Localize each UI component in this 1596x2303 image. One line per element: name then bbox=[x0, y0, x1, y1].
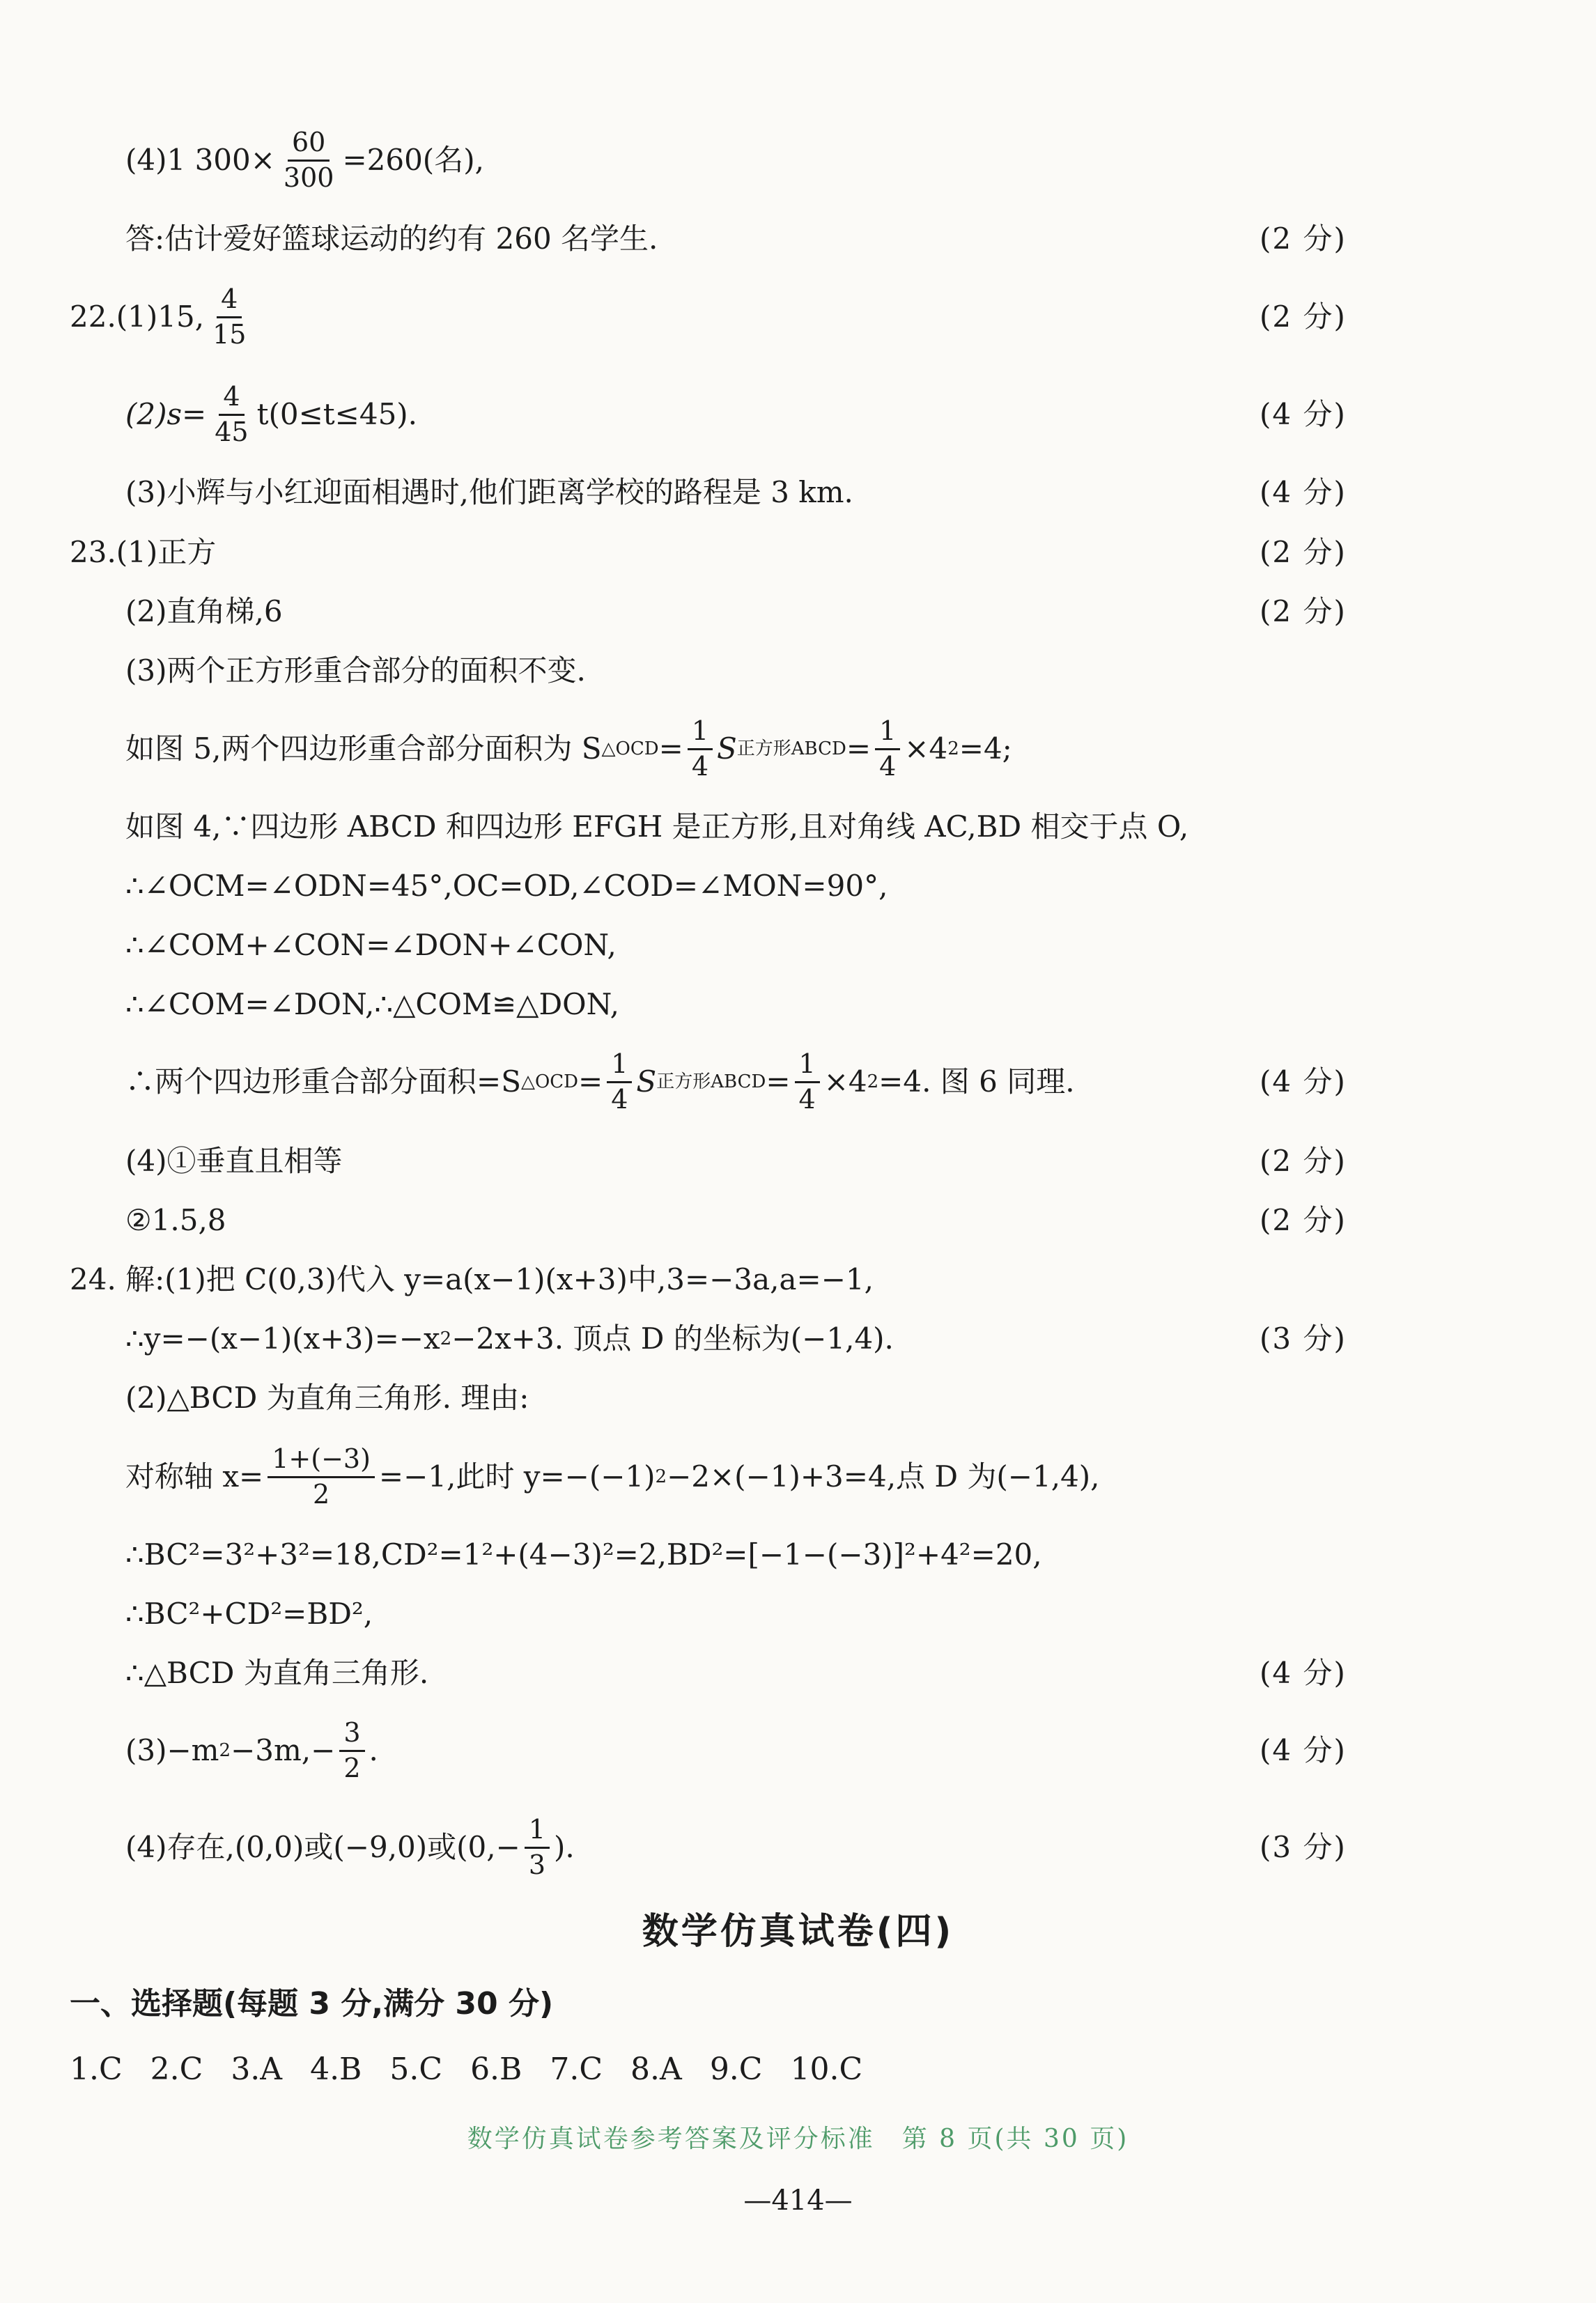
fraction-numerator: 1 bbox=[795, 1050, 820, 1083]
proof-text: ∴BC²+CD²=BD², bbox=[125, 1597, 373, 1631]
expr-text: −2x+3. 顶点 D 的坐标为(−1,4). bbox=[451, 1321, 894, 1356]
score-label: (3 分) bbox=[1260, 1830, 1347, 1864]
choice-answer: 2.C bbox=[150, 2052, 203, 2087]
line-answer-basketball bbox=[0, 208, 1596, 270]
expr-text: =−1,此时 y=−(−1) bbox=[378, 1459, 656, 1494]
line-question-22-2 bbox=[0, 380, 1596, 447]
fraction-denominator: 4 bbox=[611, 1083, 628, 1115]
fraction-denominator: 45 bbox=[215, 416, 249, 447]
score-label: (2 分) bbox=[1260, 300, 1347, 334]
fraction-numerator: 1 bbox=[688, 717, 713, 750]
fraction-denominator: 4 bbox=[691, 750, 708, 782]
proof-text: ∴∠OCM=∠ODN=45°,OC=OD,∠COD=∠MON=90°, bbox=[125, 869, 888, 903]
choice-answer: 8.A bbox=[630, 2052, 682, 2087]
choice-answers bbox=[70, 2052, 862, 2087]
score-label: (4 分) bbox=[1260, 1733, 1347, 1767]
line-question-23-2 bbox=[0, 580, 1596, 643]
score-label: (2 分) bbox=[1260, 222, 1347, 256]
fraction-numerator: 3 bbox=[339, 1719, 364, 1752]
line-figure-4-premise bbox=[0, 796, 1596, 858]
line-right-triangle-conclusion bbox=[0, 1642, 1596, 1705]
line-question-24-2 bbox=[0, 1367, 1596, 1429]
expr-text: =4. 图 6 同理. bbox=[878, 1064, 1075, 1099]
score-label: (4 分) bbox=[1260, 397, 1347, 431]
expr-text: . bbox=[369, 1733, 378, 1767]
choice-answer: 9.C bbox=[709, 2052, 763, 2087]
answer-text: (4)①垂直且相等 bbox=[125, 1144, 343, 1178]
expr-text: ×4 bbox=[823, 1064, 867, 1099]
fraction-denominator: 4 bbox=[879, 750, 897, 782]
fraction-numerator: 4 bbox=[219, 382, 244, 416]
fraction-numerator: 1 bbox=[525, 1815, 550, 1849]
score-label: (4 分) bbox=[1260, 475, 1347, 509]
line-pythagoras bbox=[0, 1583, 1596, 1645]
answer-text: (2)直角梯,6 bbox=[125, 594, 283, 628]
answer-text: ②1.5,8 bbox=[125, 1203, 226, 1237]
expr-text: (3)−m bbox=[125, 1733, 219, 1767]
expr-text: ). bbox=[554, 1830, 575, 1864]
score-label: (4 分) bbox=[1260, 1064, 1347, 1099]
proof-text: 如图 4,∵四边形 ABCD 和四边形 EFGH 是正方形,且对角线 AC,BD 相交于点 O, bbox=[125, 809, 1189, 844]
answer-text: (3)小辉与小红迎面相遇时,他们距离学校的路程是 3 km. bbox=[125, 475, 853, 509]
expr-text: = bbox=[578, 1064, 603, 1099]
line-symmetry-axis: 对称轴 x= $\frac{1+(-3)}{2}$ =−1,此时 y=−(−1) 2 −2×(−1)+3=4,点 D 为(−1,4), bbox=[125, 1443, 1100, 1510]
line-proof-conclusion: ∴两个四边形重合部分面积=S △OCD = $\frac{1}{4}$ S 正方形ABCD = $\frac{1}{4}$ ×4 2 =4. 图 6 同理. (4 分) bbox=[125, 1048, 1347, 1115]
fraction bbox=[525, 1815, 550, 1880]
section-heading: 一、选择题(每题 3 分,满分 30 分) bbox=[70, 1986, 554, 2022]
fraction bbox=[210, 382, 252, 447]
fraction-numerator: 4 bbox=[217, 285, 242, 318]
expr-text: =4; bbox=[959, 731, 1012, 766]
score-label: (2 分) bbox=[1260, 535, 1347, 569]
expr-text: (4)存在,(0,0)或(−9,0)或(0,− bbox=[125, 1830, 520, 1864]
line-question-24-1 bbox=[0, 1248, 1596, 1311]
proof-text: ∴∠COM=∠DON,∴△COM≌△DON, bbox=[125, 987, 619, 1021]
expr-text: ∴y=−(x−1)(x+3)=−x bbox=[125, 1321, 440, 1356]
score-label: (3 分) bbox=[1260, 1321, 1347, 1356]
line-question-22-3 bbox=[0, 461, 1596, 524]
choice-answer: 10.C bbox=[790, 2052, 863, 2087]
line-question-23-4-2 bbox=[0, 1189, 1596, 1252]
score-label: (2 分) bbox=[1260, 1144, 1347, 1178]
line-question-23-1 bbox=[0, 521, 1596, 584]
expr-text: −2×(−1)+3=4,点 D 为(−1,4), bbox=[667, 1459, 1100, 1494]
fraction-numerator: 60 bbox=[288, 128, 330, 162]
choice-answer: 4.B bbox=[310, 2052, 362, 2087]
fraction-numerator: 1 bbox=[875, 717, 900, 750]
score-label: (2 分) bbox=[1260, 1203, 1347, 1237]
expr-text: = bbox=[658, 731, 683, 766]
expr-result: =260(名), bbox=[342, 143, 484, 177]
answer-text: (3)两个正方形重合部分的面积不变. bbox=[125, 653, 586, 688]
fraction bbox=[339, 1716, 364, 1783]
fraction bbox=[875, 717, 900, 782]
score-label: (4 分) bbox=[1260, 1656, 1347, 1690]
expr-text: ∴两个四边形重合部分面积=S bbox=[125, 1064, 521, 1099]
fraction bbox=[208, 285, 250, 350]
choice-answer: 1.C bbox=[70, 2052, 123, 2087]
line-proof-step bbox=[0, 914, 1596, 977]
fraction bbox=[268, 1445, 375, 1510]
expr-text: S bbox=[636, 1064, 657, 1099]
fraction-numerator: 1+(−3) bbox=[268, 1445, 375, 1478]
fraction-denominator: 3 bbox=[528, 1849, 546, 1880]
fraction-denominator: 15 bbox=[212, 318, 247, 350]
answer-text: 答:估计爱好篮球运动的约有 260 名学生. bbox=[125, 222, 658, 256]
answer-text: (2)△BCD 为直角三角形. 理由: bbox=[125, 1381, 529, 1415]
expr-text: = bbox=[766, 1064, 791, 1099]
fraction bbox=[279, 128, 339, 193]
proof-text: ∴BC²=3²+3²=18,CD²=1²+(4−3)²=2,BD²=[−1−(−3)]²+4²=20, bbox=[125, 1537, 1042, 1572]
line-question-24-vertex: ∴y=−(x−1)(x+3)=−x 2 −2x+3. 顶点 D 的坐标为(−1,4). (3 分) bbox=[125, 1321, 1347, 1356]
fraction bbox=[795, 1050, 820, 1115]
line-question-24-3: (3)−m 2 −3m,− $\frac{3}{2}$ . (4 分) bbox=[125, 1716, 1347, 1783]
answer-text: 23.(1)正方 bbox=[70, 535, 217, 569]
exam-title: 数学仿真试卷(四) bbox=[642, 1911, 954, 1953]
question-text: 22.(1)15, bbox=[70, 300, 205, 334]
fraction bbox=[607, 1050, 632, 1115]
expr-text: 对称轴 x= bbox=[125, 1459, 264, 1494]
expr-text: ×4 bbox=[904, 731, 948, 766]
choice-answer: 3.A bbox=[231, 2052, 283, 2087]
line-question-23-3 bbox=[0, 639, 1596, 702]
expr-text: 如图 5,两个四边形重合部分面积为 S bbox=[125, 731, 602, 766]
line-question-21-4 bbox=[0, 126, 1596, 193]
expr-text: t(0≤t≤45). bbox=[256, 397, 418, 431]
choice-answer: 6.B bbox=[470, 2052, 522, 2087]
expr-text: −3m,− bbox=[231, 1733, 336, 1767]
line-question-22-1 bbox=[0, 283, 1596, 350]
fraction bbox=[688, 717, 713, 782]
expr-text: = bbox=[846, 731, 871, 766]
fraction-denominator: 300 bbox=[283, 162, 334, 193]
line-question-23-4-1 bbox=[0, 1130, 1596, 1193]
answer-text: 24. 解:(1)把 C(0,3)代入 y=a(x−1)(x+3)中,3=−3a,a=−1, bbox=[70, 1262, 874, 1296]
score-label: (2 分) bbox=[1260, 594, 1347, 628]
choice-answer: 7.C bbox=[550, 2052, 603, 2087]
proof-text: ∴△BCD 为直角三角形. bbox=[125, 1656, 429, 1690]
expr-text: (4)1 300× bbox=[125, 143, 275, 177]
expr-text: (2)s= bbox=[125, 397, 207, 431]
line-question-24-4 bbox=[0, 1813, 1596, 1880]
fraction-denominator: 2 bbox=[312, 1478, 330, 1510]
page-number: —414— bbox=[743, 2185, 853, 2217]
line-distances bbox=[0, 1523, 1596, 1586]
fraction-denominator: 4 bbox=[798, 1083, 816, 1115]
fraction-numerator: 1 bbox=[607, 1050, 632, 1083]
line-figure-5-area: 如图 5,两个四边形重合部分面积为 S △OCD = $\frac{1}{4}$ S 正方形ABCD = $\frac{1}{4}$ ×4 2 =4; bbox=[125, 715, 1012, 782]
page-footer: 数学仿真试卷参考答案及评分标准 第 8 页(共 30 页) bbox=[467, 2125, 1129, 2153]
proof-text: ∴∠COM+∠CON=∠DON+∠CON, bbox=[125, 928, 617, 962]
fraction-denominator: 2 bbox=[343, 1752, 361, 1783]
line-proof-step bbox=[0, 973, 1596, 1036]
line-proof-step bbox=[0, 855, 1596, 917]
choice-answer: 5.C bbox=[389, 2052, 443, 2087]
expr-text: S bbox=[717, 731, 737, 766]
